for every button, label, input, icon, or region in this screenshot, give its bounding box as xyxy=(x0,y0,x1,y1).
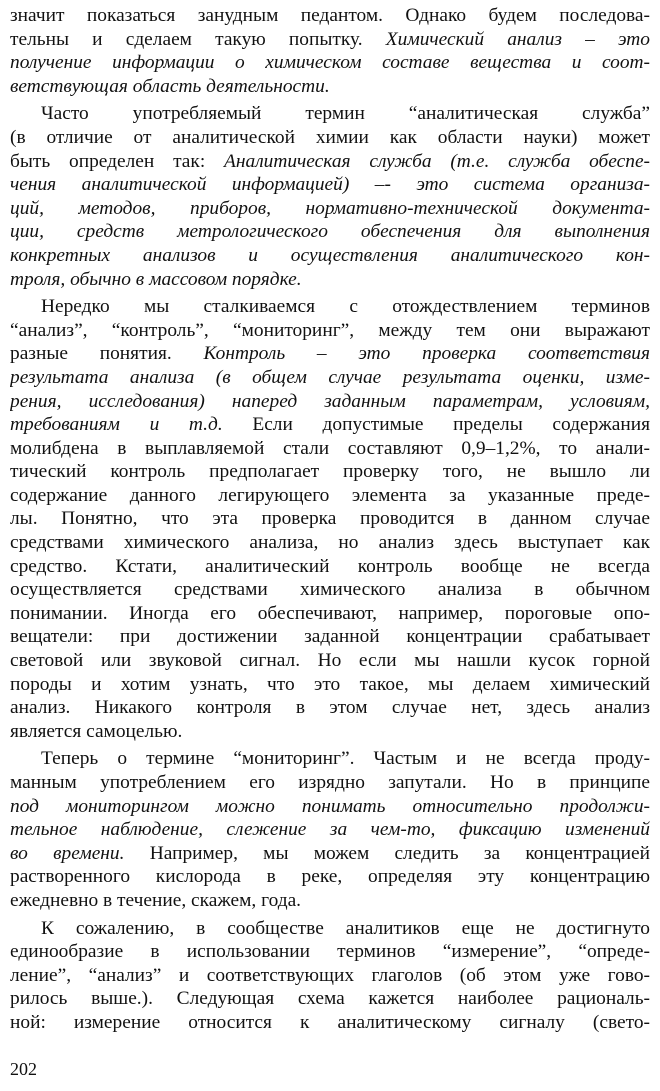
italic-text: Контроль – это проверка соответствия xyxy=(203,343,650,365)
text-run: Теперь о термине “мониторинг”. Частым и не всегда проду- xyxy=(41,748,650,770)
text-line xyxy=(10,390,650,414)
italic-text: результата анализа (в общем случае результата оценки, изме- xyxy=(10,366,650,388)
text-line xyxy=(10,4,650,28)
text-run: К сожалению, в сообществе аналитиков еще не достигнуто xyxy=(41,917,650,939)
text-line xyxy=(10,625,650,649)
text-run: ной: измерение относится к аналитическому сигналу (свето- xyxy=(10,1011,650,1033)
text-run: рилось выше.). Следующая схема кажется наиболее рациональ- xyxy=(10,988,650,1010)
text-line xyxy=(10,460,650,484)
text-run: средствами химического анализа, но анализ здесь выступает как xyxy=(10,532,650,554)
page-number: 202 xyxy=(10,1059,37,1079)
text-line xyxy=(10,319,650,343)
text-line xyxy=(10,75,650,99)
text-run: содержание данного легирующего элемента за указанные преде- xyxy=(10,484,650,506)
italic-text: под мониторингом можно понимать относительно продолжи- xyxy=(10,795,650,817)
text-line xyxy=(10,964,650,988)
text-line xyxy=(10,1011,650,1035)
italic-text: тельное наблюдение, слежение за чем-то, фиксацию изменений xyxy=(10,819,650,841)
text-run: (в отличие от аналитической химии как области науки) может xyxy=(10,126,650,148)
text-run: молибдена в выплавляемой стали составляют 0,9–1,2%, то анали- xyxy=(10,437,650,459)
text-line xyxy=(10,917,650,941)
text-line xyxy=(10,484,650,508)
text-run: манным употреблением его изрядно запутали. Но в принципе xyxy=(10,772,650,793)
text-line xyxy=(10,244,650,268)
text-line xyxy=(10,771,650,795)
text-run: Например, мы можем следить за концентрацией xyxy=(124,842,650,864)
text-run: вещатели: при достижении заданной концентрации срабатывает xyxy=(10,626,650,648)
text-line xyxy=(10,673,650,697)
text-line xyxy=(10,602,650,626)
text-run: Нередко мы сталкиваемся с отождествлением терминов xyxy=(41,296,650,318)
text-run: анализ. Никакого контроля в этом случае нет, здесь анализ xyxy=(10,697,650,719)
italic-text: ветствующая область деятельности. xyxy=(10,75,330,97)
text-line xyxy=(10,818,650,842)
text-run: средство. Кстати, аналитический контроль вообще не всегда xyxy=(10,555,650,577)
text-run: тический контроль предполагает проверку того, не вышло ли xyxy=(10,461,650,483)
text-line xyxy=(10,126,650,150)
text-line xyxy=(10,720,650,744)
text-line xyxy=(10,649,650,673)
text-run: породы и хотим узнать, что это такое, мы делаем химический xyxy=(10,673,650,695)
italic-text: во времени. xyxy=(10,842,125,864)
text-run: световой или звуковой сигнал. Но если мы нашли кусок горной xyxy=(10,650,650,672)
text-line xyxy=(10,295,650,319)
text-run: значит показаться занудным педантом. Однако будем последова- xyxy=(10,5,650,26)
text-line xyxy=(10,102,650,126)
text-line xyxy=(10,28,650,52)
text-line xyxy=(10,220,650,244)
text-line xyxy=(10,531,650,555)
text-line xyxy=(10,173,650,197)
paragraph xyxy=(10,4,650,98)
text-run: понимании. Иногда его обеспечивают, например, пороговые опо- xyxy=(10,602,650,624)
text-line xyxy=(10,940,650,964)
italic-text: ций, методов, приборов, нормативно-технической документа- xyxy=(10,197,650,219)
text-line xyxy=(10,437,650,461)
text-line xyxy=(10,795,650,819)
text-run: ежедневно в течение, скажем, года. xyxy=(10,889,302,911)
italic-text: требованиям и т.д. xyxy=(10,414,223,436)
text-line xyxy=(10,842,650,866)
text-line xyxy=(10,747,650,771)
italic-text: конкретных анализов и осуществления аналитического кон- xyxy=(10,244,650,266)
text-line xyxy=(10,507,650,531)
paragraph xyxy=(10,102,650,291)
italic-text: ции, средств метрологического обеспечения для выполнения xyxy=(10,221,650,243)
paragraph xyxy=(10,917,650,1035)
text-line xyxy=(10,342,650,366)
text-line xyxy=(10,987,650,1011)
text-run: Если допустимые пределы содержания xyxy=(222,414,650,436)
text-run: разные понятия. xyxy=(10,343,204,365)
text-line xyxy=(10,51,650,75)
text-run: является самоцелью. xyxy=(10,720,183,742)
text-run: “анализ”, “контроль”, “мониторинг”, между тем они выражают xyxy=(10,319,650,341)
text-line xyxy=(10,413,650,437)
text-line xyxy=(10,197,650,221)
text-run: единообразие в использовании терминов “измерение”, “опреде- xyxy=(10,941,650,963)
text-line xyxy=(10,366,650,390)
italic-text: троля, обычно в массовом порядке. xyxy=(10,268,302,290)
italic-text: Химический анализ – это xyxy=(385,28,650,50)
text-run: ление”, “анализ” и соответствующих глаголов (об этом уже гово- xyxy=(10,964,650,986)
text-line xyxy=(10,578,650,602)
italic-text: рения, исследования) наперед заданным параметрам, условиям, xyxy=(10,390,650,412)
text-line xyxy=(10,555,650,579)
body-text xyxy=(10,4,650,1035)
text-run: Часто употребляемый термин “аналитическая служба” xyxy=(41,103,650,125)
text-line xyxy=(10,865,650,889)
text-run: быть определен так: xyxy=(10,150,225,172)
text-run: лы. Понятно, что эта проверка проводится в данном случае xyxy=(10,508,650,530)
text-line xyxy=(10,150,650,174)
text-line xyxy=(10,696,650,720)
text-run: тельны и сделаем такую попытку. xyxy=(10,28,386,50)
paragraph xyxy=(10,747,650,912)
text-line xyxy=(10,268,650,292)
italic-text: чения аналитической информацией) –- это система организа- xyxy=(10,174,650,196)
text-run: осуществляется средствами химического анализа в обычном xyxy=(10,579,650,601)
italic-text: получение информации о химическом составе вещества и соот- xyxy=(10,52,650,74)
italic-text: Аналитическая служба (т.е. служба обеспе- xyxy=(224,150,650,172)
paragraph xyxy=(10,295,650,743)
text-line xyxy=(10,889,650,913)
text-run: растворенного кислорода в реке, определяя эту концентрацию xyxy=(10,866,650,888)
